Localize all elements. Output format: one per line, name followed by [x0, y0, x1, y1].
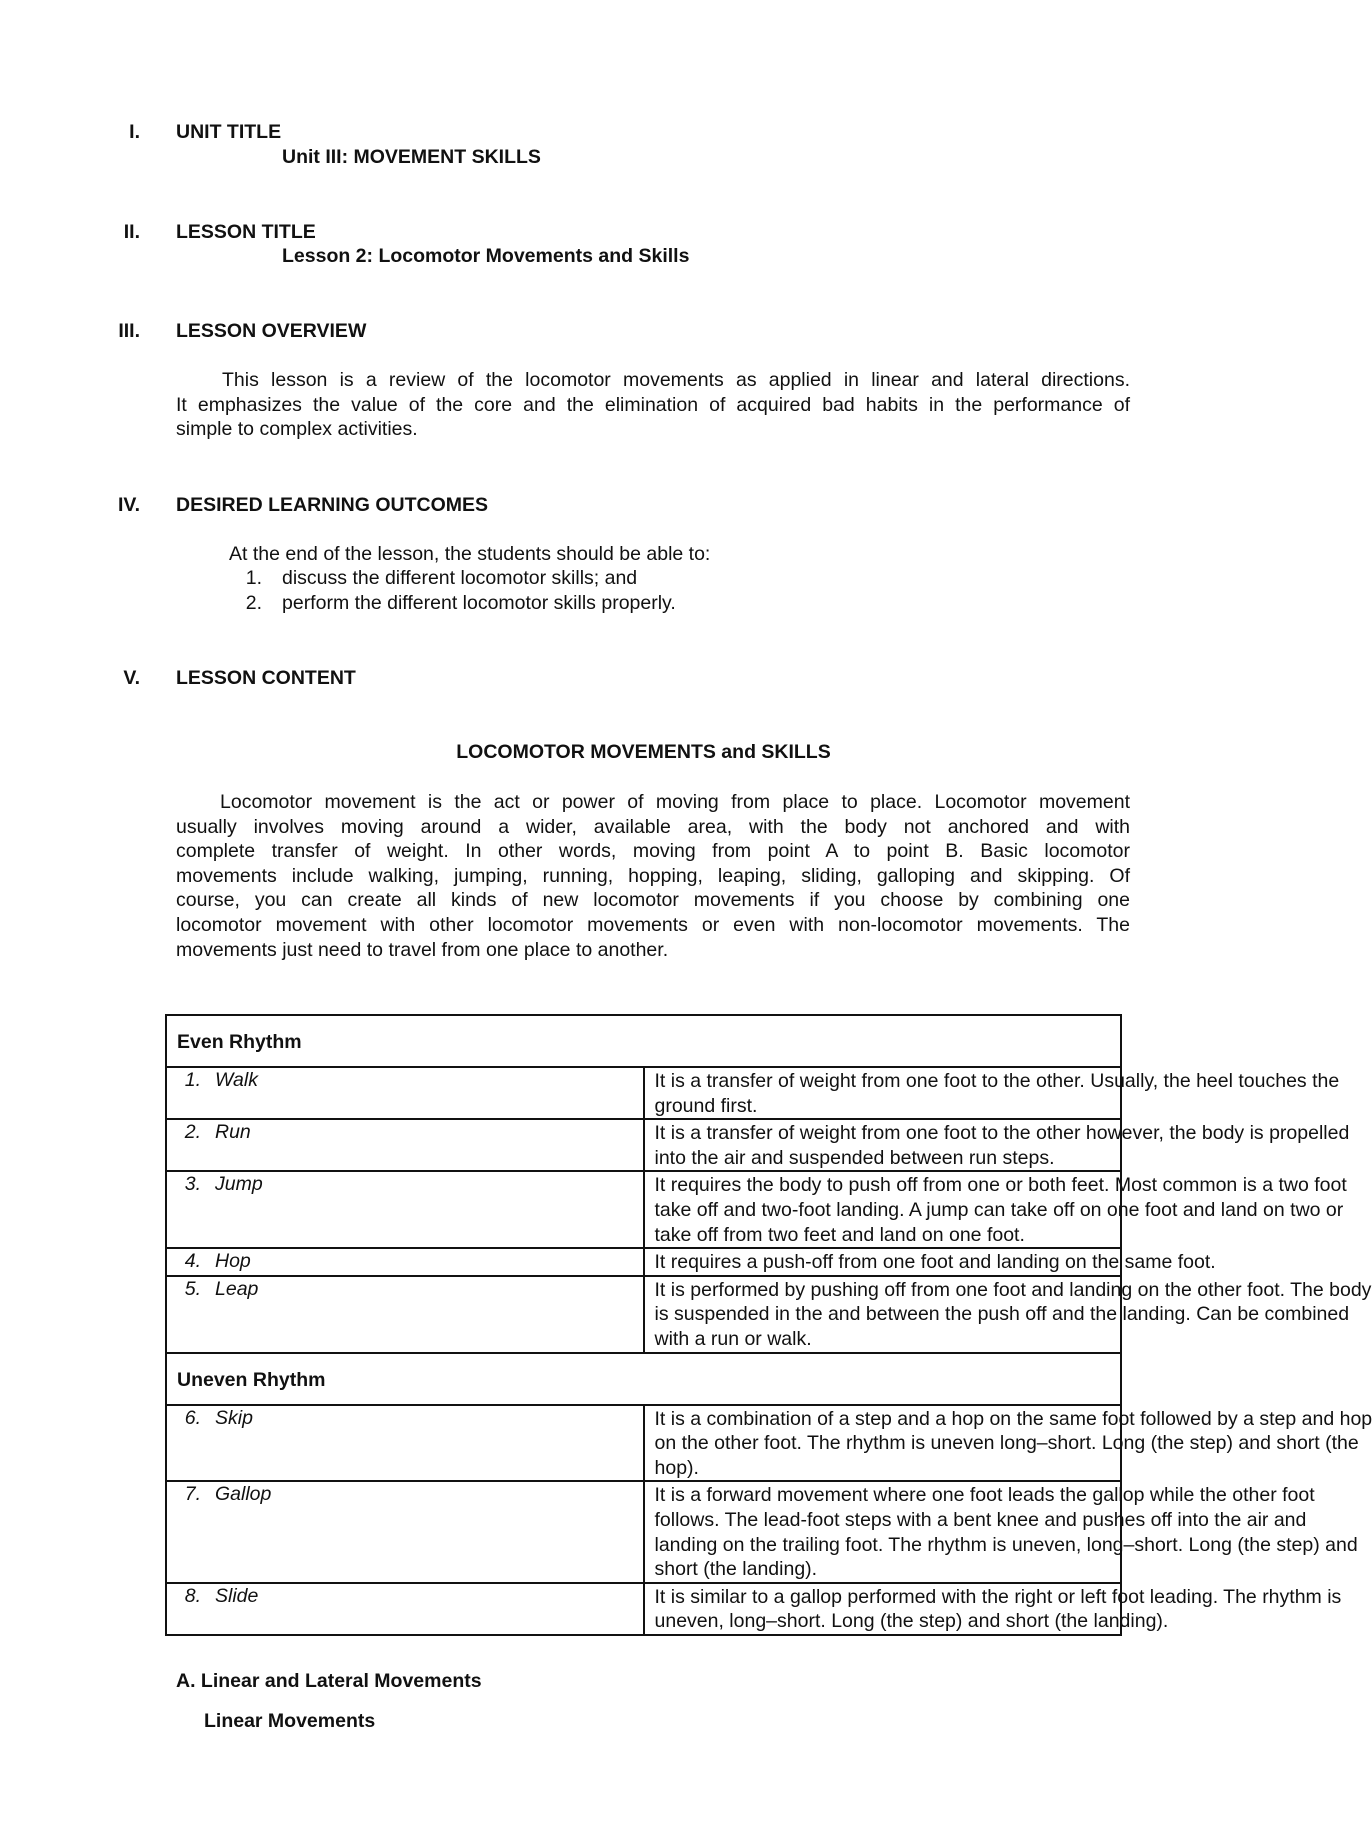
skill-label: 2. Run — [166, 1119, 644, 1171]
skill-description: It is similar to a gallop performed with the right or left foot leading. The rhythm is uneven, long–short. Long (the step) and short (the landing). — [644, 1583, 1122, 1635]
section-title-overview: LESSON OVERVIEW — [176, 320, 367, 342]
outcome-number: 1. — [245, 567, 262, 589]
overview-paragraph — [176, 368, 1130, 442]
locomotor-skills-table — [165, 1014, 1372, 1636]
section-number: I. — [129, 121, 140, 143]
section-title-content: LESSON CONTENT — [176, 667, 356, 689]
table-row — [166, 1119, 1121, 1171]
paragraph-line: It emphasizes the value of the core and the elimination of acquired bad habits in the performance of — [176, 393, 1130, 416]
table-row — [166, 1067, 1121, 1119]
table-row — [166, 1276, 1121, 1353]
even-rhythm-header: Even Rhythm — [166, 1015, 1121, 1067]
section-title-lesson: LESSON TITLE — [176, 221, 316, 243]
section-number: III. — [118, 320, 140, 342]
content-paragraph — [176, 790, 1130, 962]
outcome-number: 2. — [245, 592, 262, 614]
skill-label: 5. Leap — [166, 1276, 644, 1353]
section-title-unit: UNIT TITLE — [176, 121, 282, 143]
paragraph-line: movements just need to travel from one place to another. — [176, 938, 669, 961]
skill-label: 1. Walk — [166, 1067, 644, 1119]
section-number: IV. — [117, 494, 140, 516]
table-row — [166, 1015, 1121, 1067]
outcome-item: perform the different locomotor skills properly. — [282, 592, 676, 614]
unit-title: Unit III: MOVEMENT SKILLS — [282, 146, 541, 168]
skill-description: It is a forward movement where one foot leads the gallop while the other foot follows. The lead-foot steps with a bent knee and pushes off into the air and landing on the trailing foot. The rhythm is uneven, long–short. Long (the step) and short (the landing). — [644, 1481, 1122, 1582]
outcomes-intro: At the end of the lesson, the students should be able to: — [229, 543, 711, 565]
paragraph-line: This lesson is a review of the locomotor movements as applied in linear and lateral directions. — [222, 369, 1130, 391]
skill-description: It is a transfer of weight from one foot to the other however, the body is propelled into the air and suspended between run steps. — [644, 1119, 1122, 1171]
skill-label: 4. Hop — [166, 1248, 644, 1276]
table-row — [166, 1353, 1121, 1405]
paragraph-line: complete transfer of weight. In other words, moving from point A to point B. Basic locomotor — [176, 840, 1130, 863]
table-row — [166, 1481, 1121, 1582]
skill-label: 6. Skip — [166, 1405, 644, 1482]
paragraph-line: course, you can create all kinds of new locomotor movements if you choose by combining one — [176, 889, 1130, 912]
uneven-rhythm-header: Uneven Rhythm — [166, 1353, 1121, 1405]
paragraph-line: usually involves moving around a wider, available area, with the body not anchored and with — [176, 815, 1130, 838]
paragraph-line: movements include walking, jumping, running, hopping, leaping, sliding, galloping and skipping. Of — [176, 864, 1130, 887]
skill-description: It is a combination of a step and a hop on the same foot followed by a step and hop on the other foot. The rhythm is uneven long–short. Long (the step) and short (the hop). — [644, 1405, 1122, 1482]
paragraph-line: Locomotor movement is the act or power of moving from place to place. Locomotor movement — [220, 791, 1130, 813]
subsection-subtitle: Linear Movements — [204, 1710, 376, 1732]
skill-description: It requires a push-off from one foot and landing on the same foot. — [644, 1248, 1122, 1276]
skill-label: 3. Jump — [166, 1171, 644, 1248]
paragraph-line: locomotor movement with other locomotor movements or even with non-locomotor movements. The — [176, 913, 1130, 936]
subsection-title: A. Linear and Lateral Movements — [176, 1670, 482, 1692]
table-row — [166, 1171, 1121, 1248]
table-row — [166, 1248, 1121, 1276]
section-number: V. — [123, 667, 140, 689]
table-row — [166, 1583, 1121, 1635]
skill-description: It is performed by pushing off from one foot and landing on the other foot. The body is suspended in the and between the push off and the landing. Can be combined with a run or walk. — [644, 1276, 1122, 1353]
lesson-title: Lesson 2: Locomotor Movements and Skills — [282, 245, 690, 267]
paragraph-line: simple to complex activities. — [176, 418, 418, 441]
section-title-outcomes: DESIRED LEARNING OUTCOMES — [176, 494, 489, 516]
skill-description: It requires the body to push off from one or both feet. Most common is a two foot take off and two-foot landing. A jump can take off on one foot and land on two or take off from two feet and land on one foot. — [644, 1171, 1122, 1248]
table-row — [166, 1405, 1121, 1482]
skill-label: 8. Slide — [166, 1583, 644, 1635]
outcome-item: discuss the different locomotor skills; and — [282, 567, 638, 589]
content-heading: LOCOMOTOR MOVEMENTS and SKILLS — [456, 741, 831, 763]
skill-description: It is a transfer of weight from one foot to the other. Usually, the heel touches the ground first. — [644, 1067, 1122, 1119]
skill-label: 7. Gallop — [166, 1481, 644, 1582]
section-number: II. — [123, 221, 140, 243]
